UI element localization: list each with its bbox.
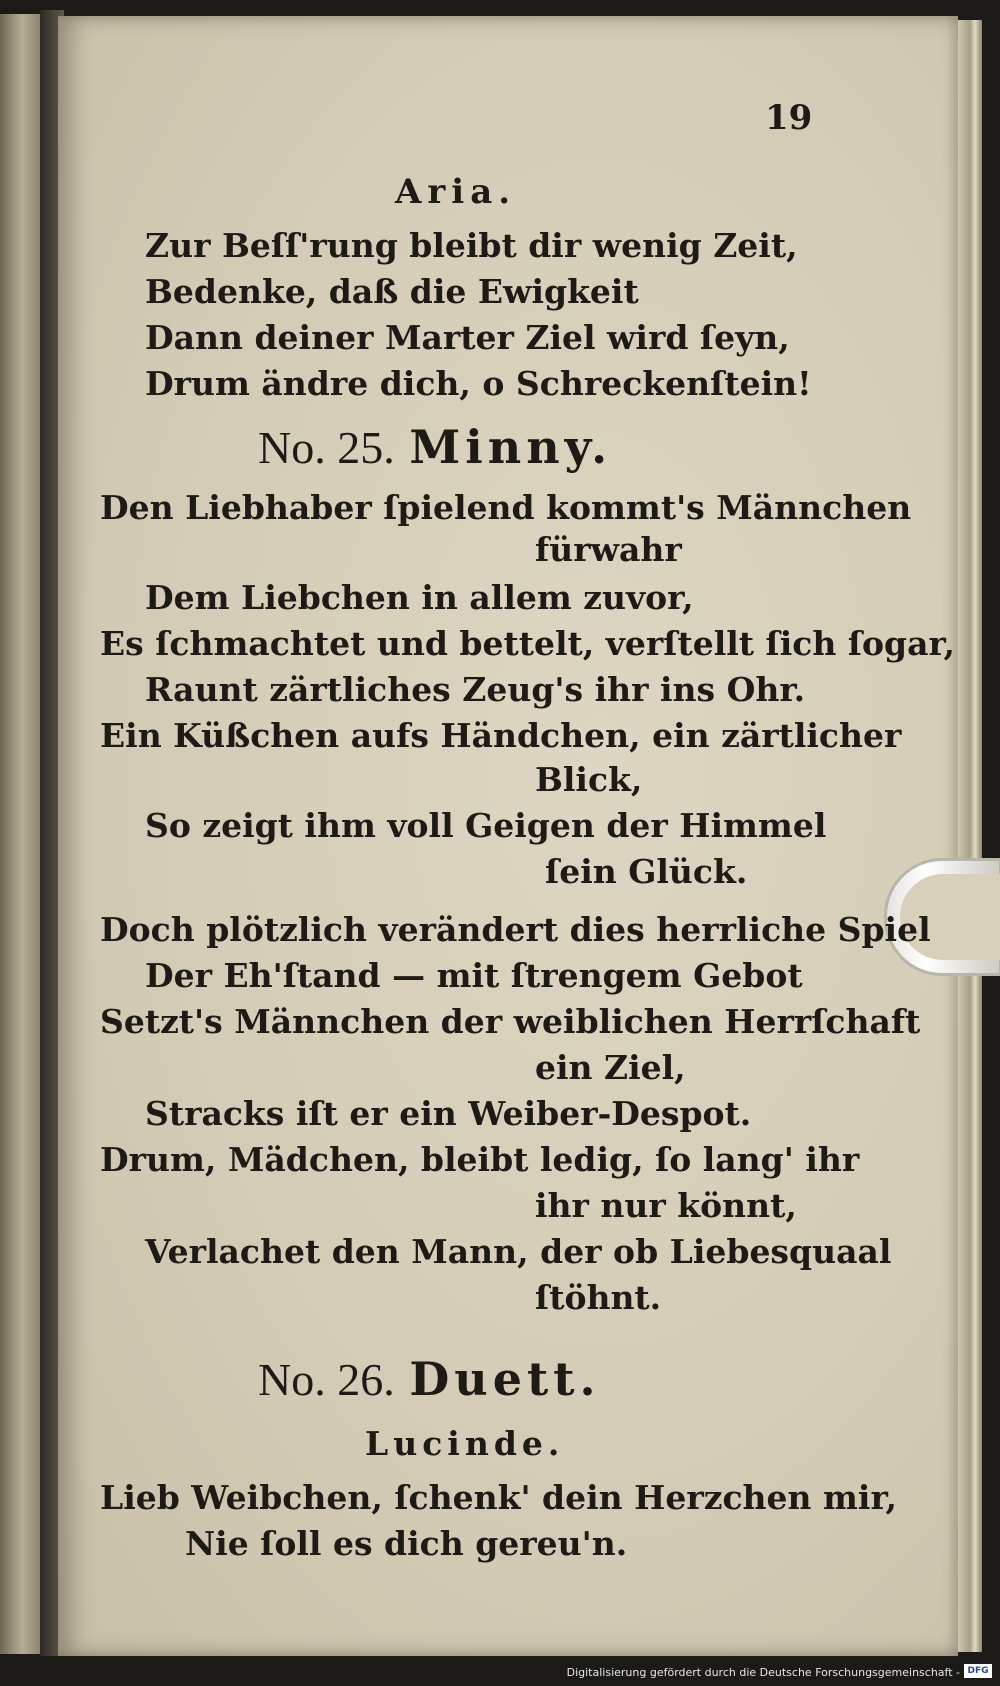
dfg-logo: DFG bbox=[964, 1664, 992, 1678]
verse-line: Ein Küßchen aufs Händchen, ein zärtlicher bbox=[100, 716, 902, 755]
left-page-edge bbox=[0, 14, 40, 1654]
verse-line: ſtöhnt. bbox=[535, 1278, 662, 1317]
page-stack-edge bbox=[958, 20, 982, 1652]
verse-line: fürwahr bbox=[535, 530, 682, 569]
song-number: No. 25. bbox=[258, 422, 395, 473]
verse-line: Blick, bbox=[535, 760, 643, 799]
aria-line: Bedenke, daß die Ewigkeit bbox=[145, 272, 639, 311]
verse-line: Den Liebhaber ſpielend kommt's Männchen bbox=[100, 488, 912, 527]
page-number: 19 bbox=[765, 98, 813, 138]
song-title: Duett. bbox=[409, 1352, 601, 1406]
verse-line: ihr nur könnt, bbox=[535, 1186, 797, 1225]
verse-line: ein Ziel, bbox=[535, 1048, 686, 1087]
verse-line: ſein Glück. bbox=[545, 852, 748, 891]
song-number: No. 26. bbox=[258, 1354, 395, 1405]
verse-line: Doch plötzlich verändert dies herrliche Spiel bbox=[100, 910, 931, 949]
verse-line: Es ſchmachtet und bettelt, verſtellt ſich ſogar, bbox=[100, 624, 955, 663]
digitization-credit: Digitalisierung gefördert durch die Deutsche Forschungsgemeinschaft - bbox=[566, 1666, 960, 1679]
aria-line: Zur Beſſ'rung bleibt dir wenig Zeit, bbox=[145, 226, 798, 265]
song-title: Minny. bbox=[409, 420, 613, 474]
aria-line: Drum ändre dich, o Schreckenſtein! bbox=[145, 364, 812, 403]
verse-line: Lieb Weibchen, ſchenk' dein Herzchen mir, bbox=[100, 1478, 897, 1517]
verse-line: Setzt's Männchen der weiblichen Herrſchaft bbox=[100, 1002, 921, 1041]
verse-line: Drum, Mädchen, bleibt ledig, ſo lang' ihr bbox=[100, 1140, 860, 1179]
song-heading-26 bbox=[258, 1352, 600, 1406]
verse-line: Dem Liebchen in allem zuvor, bbox=[145, 578, 694, 617]
aria-heading: Aria. bbox=[395, 172, 517, 212]
aria-line: Dann deiner Marter Ziel wird ſeyn, bbox=[145, 318, 790, 357]
verse-line: Der Eh'ſtand — mit ſtrengem Gebot bbox=[145, 956, 803, 995]
character-heading: Lucinde. bbox=[365, 1424, 565, 1463]
verse-line: Stracks iſt er ein Weiber-Despot. bbox=[145, 1094, 752, 1133]
verse-line: Verlachet den Mann, der ob Liebesquaal bbox=[145, 1232, 892, 1271]
verse-line: Raunt zärtliches Zeug's ihr ins Ohr. bbox=[145, 670, 806, 709]
song-heading-25 bbox=[258, 420, 612, 474]
verse-line: So zeigt ihm voll Geigen der Himmel bbox=[145, 806, 827, 845]
verse-line: Nie ſoll es dich gereu'n. bbox=[185, 1524, 628, 1563]
